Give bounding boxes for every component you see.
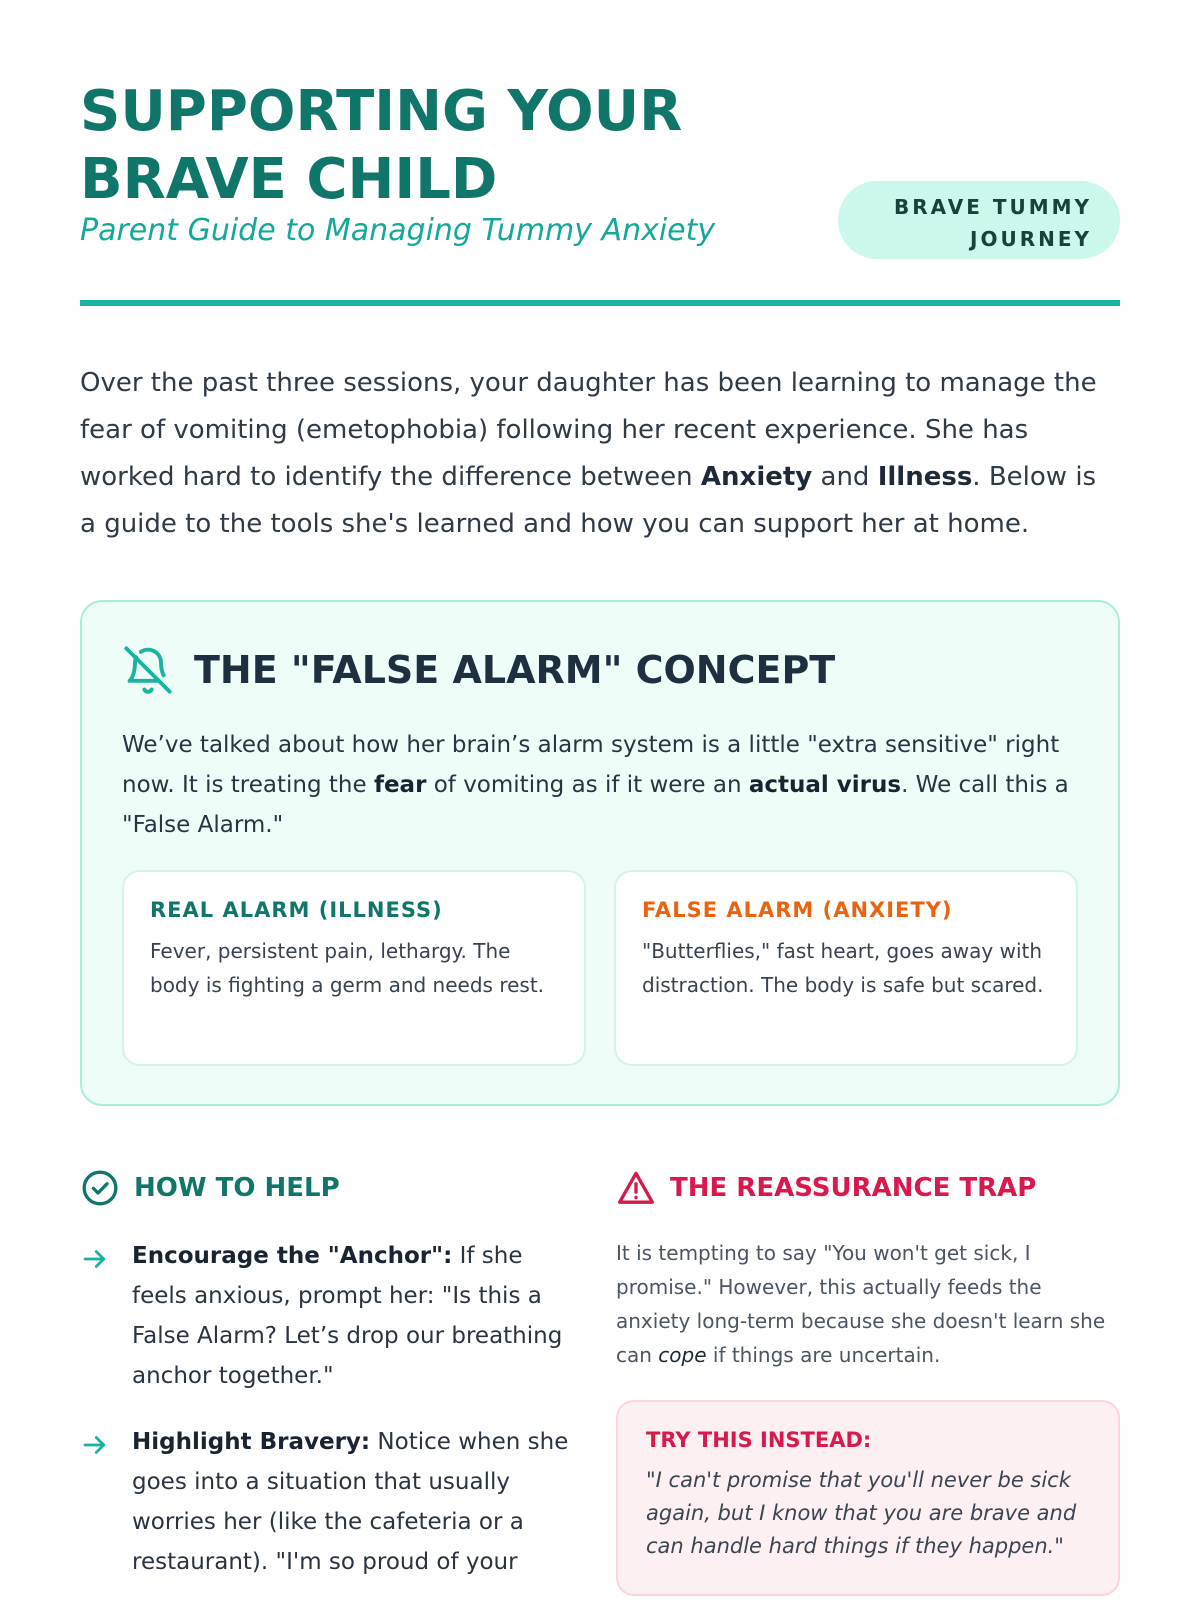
intro-paragraph: Over the past three sessions, your daughter has been learning to manage the fear of vomiting (emetophobia) following her recent experience. She has worked hard to identify the difference between Anxiety and Illness. Below is a guide to the tools she's learned and how you can support her at home. (80, 368, 1097, 539)
warning-triangle-icon (616, 1168, 656, 1208)
real-alarm-title: REAL ALARM (ILLNESS) (150, 898, 443, 922)
help-heading (80, 1168, 570, 1208)
page-title: SUPPORTING YOUR BRAVE CHILD (80, 79, 683, 212)
header (80, 0, 1120, 310)
trap-description: It is tempting to say "You won't get sick, I promise." However, this actually feeds the anxiety long-term because she doesn't learn she can cope if things are uncertain. (616, 1241, 1106, 1367)
help-title: HOW TO HELP (134, 1173, 340, 1203)
try-title: TRY THIS INSTEAD: (646, 1428, 872, 1452)
parent-guide-page (80, 0, 1120, 1575)
arrow-right-icon (80, 1244, 110, 1274)
false-alarm-card (614, 870, 1078, 1066)
intro-bold-illness: Illness (877, 462, 973, 492)
false-alarm-title: FALSE ALARM (ANXIETY) (642, 898, 953, 922)
journey-badge: BRAVE TUMMY JOURNEY (838, 181, 1120, 259)
concept-description: We’ve talked about how her brain’s alarm system is a little "extra sensitive" right now. It is treating the fear of vomiting as if it were an actual virus. We call this a "False Alarm." (122, 732, 1069, 838)
arrow-right-icon (80, 1430, 110, 1460)
help-list (80, 1236, 570, 1582)
concept-heading (122, 644, 835, 696)
bell-off-icon (122, 644, 174, 696)
how-to-help-section (80, 1168, 570, 1608)
reassurance-trap-section (616, 1168, 1120, 1558)
page-subtitle: Parent Guide to Managing Tummy Anxiety (80, 213, 716, 248)
check-circle-icon (80, 1168, 120, 1208)
real-alarm-card (122, 870, 586, 1066)
header-divider (80, 300, 1120, 306)
false-alarm-concept-box (80, 600, 1120, 1106)
real-alarm-text: Fever, persistent pain, lethargy. The body is fighting a germ and needs rest. (150, 939, 545, 997)
list-item: Encourage the "Anchor": If she feels anxious, prompt her: "Is this a False Alarm? Let’s drop our breathing anchor together." (80, 1236, 570, 1396)
try-quote: "I can't promise that you'll never be sick again, but I know that you are brave and can handle hard things if they happen." (646, 1468, 1077, 1558)
try-this-instead-box (616, 1400, 1120, 1596)
trap-heading (616, 1168, 1120, 1208)
trap-title: THE REASSURANCE TRAP (670, 1173, 1037, 1203)
list-item: Highlight Bravery: Notice when she goes into a situation that usually worries her (like the cafeteria or a restaurant). "I'm so proud of your (80, 1422, 570, 1582)
false-alarm-text: "Butterflies," fast heart, goes away with distraction. The body is safe but scared. (642, 939, 1044, 997)
concept-title: THE "FALSE ALARM" CONCEPT (194, 648, 836, 692)
intro-bold-anxiety: Anxiety (700, 462, 813, 492)
